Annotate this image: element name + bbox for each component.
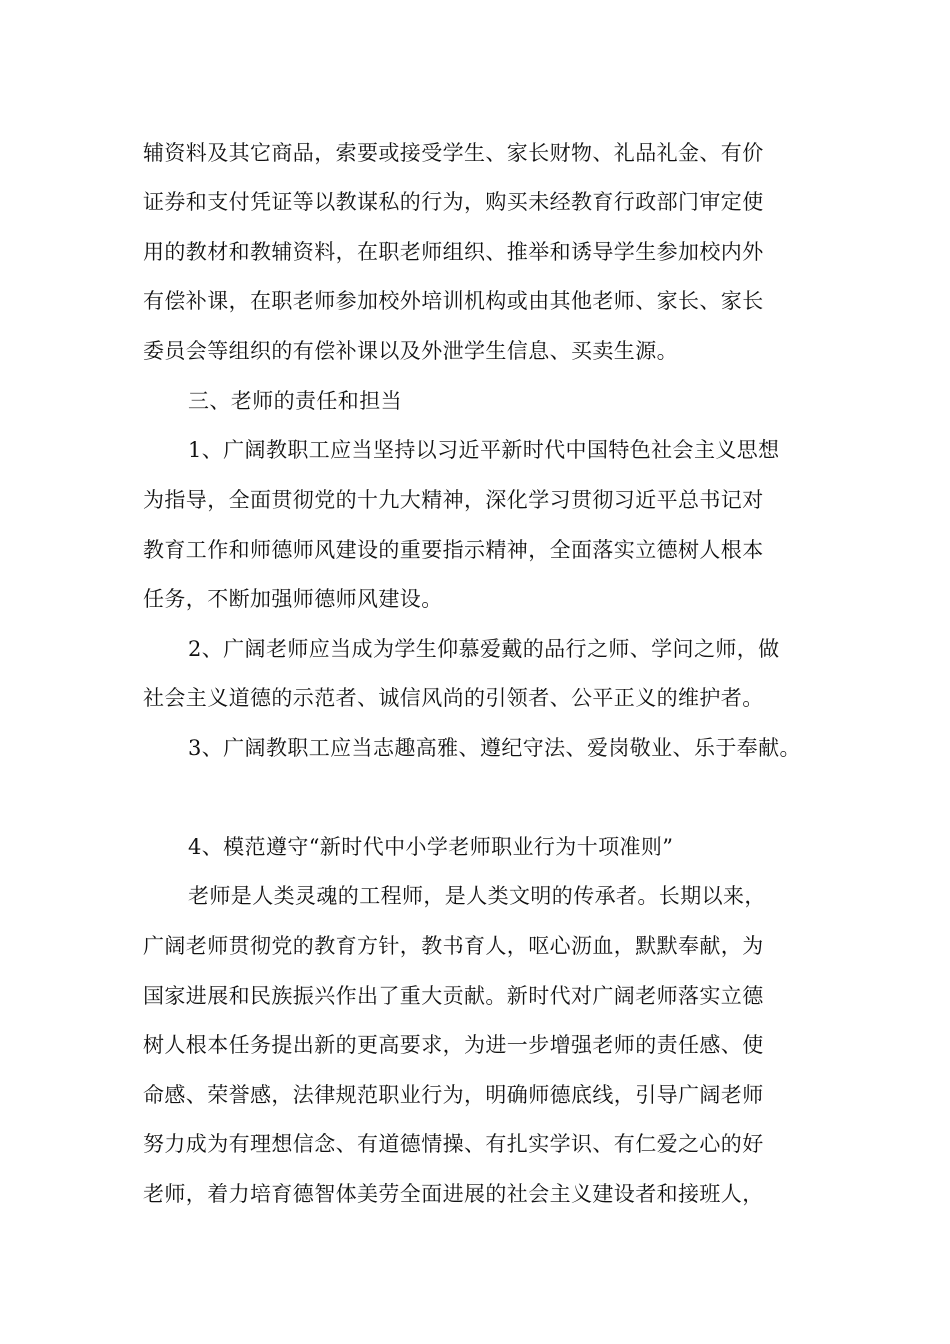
paragraph-line: 委员会等组织的有偿补课以及外泄学生信息、买卖生源。 [143,339,678,363]
section-heading: 三、老师的责任和担当 [188,389,402,413]
paragraph-line: 社会主义道德的示范者、诚信风尚的引领者、公平正义的维护者。 [143,686,764,710]
paragraph-line: 教育工作和师德师风建设的重要指示精神，全面落实立德树人根本 [143,538,764,562]
paragraph-line: 命感、荣誉感，法律规范职业行为，明确师德底线，引导广阔老师 [143,1083,764,1107]
paragraph-line: 老师是人类灵魂的工程师，是人类文明的传承者。长期以来， [188,884,766,908]
paragraph-line: 为指导，全面贯彻党的十九大精神，深化学习贯彻习近平总书记对 [143,488,764,512]
paragraph-line: 任务，不断加强师德师风建设。 [143,587,443,611]
paragraph-line: 老师，着力培育德智体美劳全面进展的社会主义建设者和接班人， [143,1182,764,1206]
paragraph-line: 证券和支付凭证等以教谋私的行为，购买未经教育行政部门审定使 [143,190,764,214]
paragraph-line: 用的教材和教辅资料，在职老师组织、推举和诱导学生参加校内外 [143,240,764,264]
paragraph-line: 4、模范遵守“新时代中小学老师职业行为十项准则” [188,835,674,859]
paragraph-line: 有偿补课，在职老师参加校外培训机构或由其他老师、家长、家长 [143,289,764,313]
paragraph-line: 2、广阔老师应当成为学生仰慕爱戴的品行之师、学问之师，做 [188,637,780,661]
paragraph-line: 树人根本任务提出新的更高要求，为进一步增强老师的责任感、使 [143,1033,764,1057]
paragraph-line: 努力成为有理想信念、有道德情操、有扎实学识、有仁爱之心的好 [143,1132,764,1156]
paragraph-line: 广阔老师贯彻党的教育方针，教书育人，呕心沥血，默默奉献，为 [143,934,764,958]
paragraph-line: 辅资料及其它商品，索要或接受学生、家长财物、礼品礼金、有价 [143,141,764,165]
paragraph-line: 3、广阔教职工应当志趣高雅、遵纪守法、爱岗敬业、乐于奉献。 [188,736,801,760]
paragraph-line: 国家进展和民族振兴作出了重大贡献。新时代对广阔老师落实立德 [143,984,764,1008]
paragraph-line: 1、广阔教职工应当坚持以习近平新时代中国特色社会主义思想 [188,438,780,462]
